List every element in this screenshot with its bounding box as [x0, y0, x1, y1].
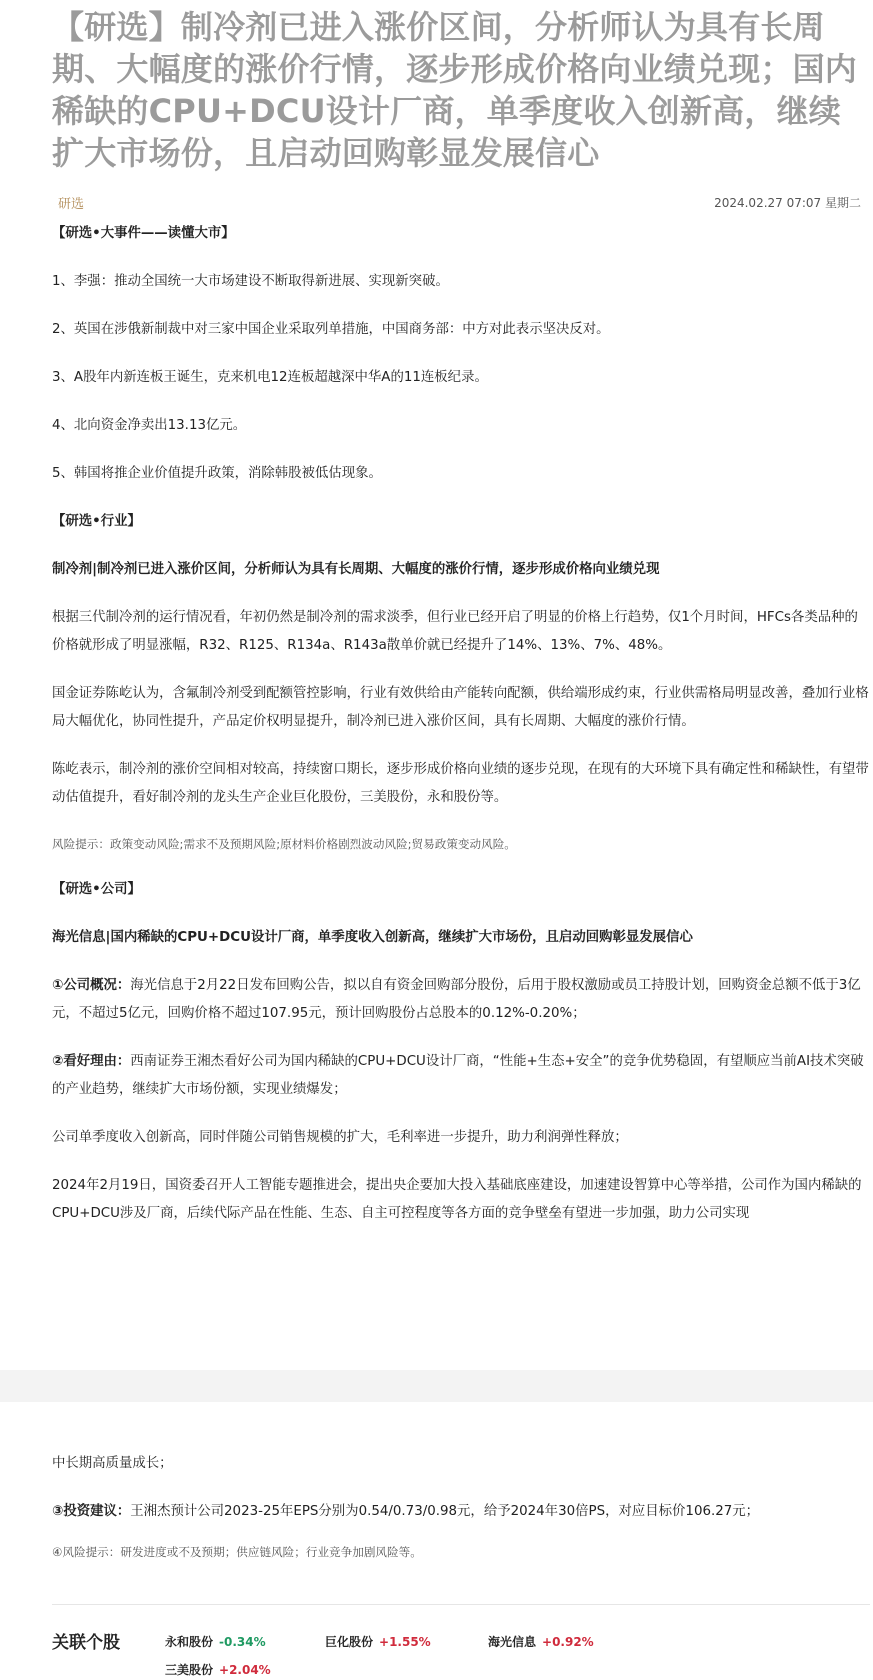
overview-label: ①公司概况：	[52, 978, 131, 993]
stock-name: 三美股份	[165, 1663, 214, 1677]
company-headline: 海光信息|国内稀缺的CPU+DCU设计厂商，单季度收入创新高，继续扩大市场份，且启动回购彰显发展信心	[52, 930, 693, 945]
event-item: 1、李强：推动全国统一大市场建设不断取得新进展、实现新突破。	[52, 274, 449, 289]
stock-name: 海光信息	[488, 1635, 537, 1649]
stock-name: 永和股份	[165, 1635, 214, 1649]
company-reason	[52, 1048, 870, 1104]
company-risk-note: ④风险提示：研发进度或不及预期；供应链风险；行业竞争加剧风险等。	[52, 1545, 422, 1559]
article-title: 【研选】制冷剂已进入涨价区间，分析师认为具有长周期、大幅度的涨价行情，逐步形成价格向业绩兑现；国内稀缺的CPU+DCU设计厂商，单季度收入创新高，继续扩大市场份，且启动回购彰显发展信心	[52, 8, 858, 172]
stock-change: +2.04%	[219, 1663, 271, 1677]
section-heading-events: 【研选•大事件——读懂大市】	[52, 226, 235, 241]
industry-paragraph: 国金证券陈屹认为，含氟制冷剂受到配额管控影响，行业有效供给由产能转向配额，供给端形成约束，行业供需格局明显改善，叠加行业格局大幅优化，协同性提升，产品定价权明显提升，制冷剂已进入涨价区间，具有长周期、大幅度的涨价行情。	[52, 686, 869, 729]
industry-headline: 制冷剂|制冷剂已进入涨价区间，分析师认为具有长周期、大幅度的涨价行情，逐步形成价格向业绩兑现	[52, 562, 660, 577]
related-stock[interactable]	[488, 1633, 594, 1650]
industry-paragraph: 陈屹表示，制冷剂的涨价空间相对较高，持续窗口期长，逐步形成价格向业绩的逐步兑现，在现有的大环境下具有确定性和稀缺性，有望带动估值提升，看好制冷剂的龙头生产企业巨化股份，三美股份，永和股份等。	[52, 762, 869, 805]
article-date: 2024.02.27 07:07 星期二	[714, 196, 861, 210]
stock-change: +1.55%	[379, 1635, 431, 1649]
reason-text: 西南证券王湘杰看好公司为国内稀缺的CPU+DCU设计厂商，“性能+生态+安全”的竞争优势稳固，有望顺应当前AI技术突破的产业趋势，继续扩大市场份额，实现业绩爆发；	[52, 1054, 864, 1097]
divider	[52, 1604, 870, 1605]
related-stock[interactable]	[325, 1633, 431, 1650]
stock-change: -0.34%	[219, 1635, 266, 1649]
overview-text: 海光信息于2月22日发布回购公告，拟以自有资金回购部分股份，后用于股权激励或员工持股计划，回购资金总额不低于3亿元，不超过5亿元，回购价格不超过107.95元，预计回购股份占总股本的0.12%-0.20%；	[52, 978, 861, 1021]
stock-change: +0.92%	[542, 1635, 594, 1649]
reason-label: ②看好理由：	[52, 1054, 131, 1069]
related-stock[interactable]	[165, 1633, 266, 1650]
section-heading-industry: 【研选•行业】	[52, 514, 141, 529]
related-stock[interactable]	[165, 1661, 271, 1678]
sasac-paragraph: 2024年2月19日，国资委召开人工智能专题推进会，提出央企要加大投入基础底座建设，加速建设智算中心等举措，公司作为国内稀缺的CPU+DCU涉及厂商，后续代际产品在性能、生态、自主可控程度等各方面的竞争壁垒有望进一步加强，助力公司实现	[52, 1178, 862, 1221]
section-heading-company: 【研选•公司】	[52, 882, 141, 897]
event-item: 4、北向资金净卖出13.13亿元。	[52, 418, 247, 433]
article-source[interactable]: 研选	[58, 197, 85, 212]
invest-label: ③投资建议：	[52, 1504, 131, 1519]
event-item: 5、韩国将推企业价值提升政策，消除韩股被低估现象。	[52, 466, 382, 481]
page-break-band	[0, 1370, 873, 1402]
company-invest	[52, 1498, 870, 1526]
revenue-paragraph: 公司单季度收入创新高，同时伴随公司销售规模的扩大，毛利率进一步提升，助力利润弹性释放；	[52, 1130, 628, 1145]
stock-name: 巨化股份	[325, 1635, 374, 1649]
industry-risk-note: 风险提示：政策变动风险;需求不及预期风险;原材料价格剧烈波动风险;贸易政策变动风险。	[52, 837, 516, 851]
industry-paragraph: 根据三代制冷剂的运行情况看，年初仍然是制冷剂的需求淡季，但行业已经开启了明显的价格上行趋势，仅1个月时间，HFCs各类品种的价格就形成了明显涨幅，R32、R125、R134a、R143a散单价就已经提升了14%、13%、7%、48%。	[52, 610, 858, 653]
related-stocks-heading: 关联个股	[52, 1633, 120, 1653]
invest-text: 王湘杰预计公司2023-25年EPS分别为0.54/0.73/0.98元，给予2024年30倍PS，对应目标价106.27元；	[130, 1504, 760, 1519]
company-overview	[52, 972, 870, 1028]
event-item: 2、英国在涉俄新制裁中对三家中国企业采取列单措施，中国商务部：中方对此表示坚决反对。	[52, 322, 610, 337]
event-item: 3、A股年内新连板王诞生，克来机电12连板超越深中华A的11连板纪录。	[52, 370, 488, 385]
sasac-paragraph-continued: 中长期高质量成长；	[52, 1456, 173, 1471]
